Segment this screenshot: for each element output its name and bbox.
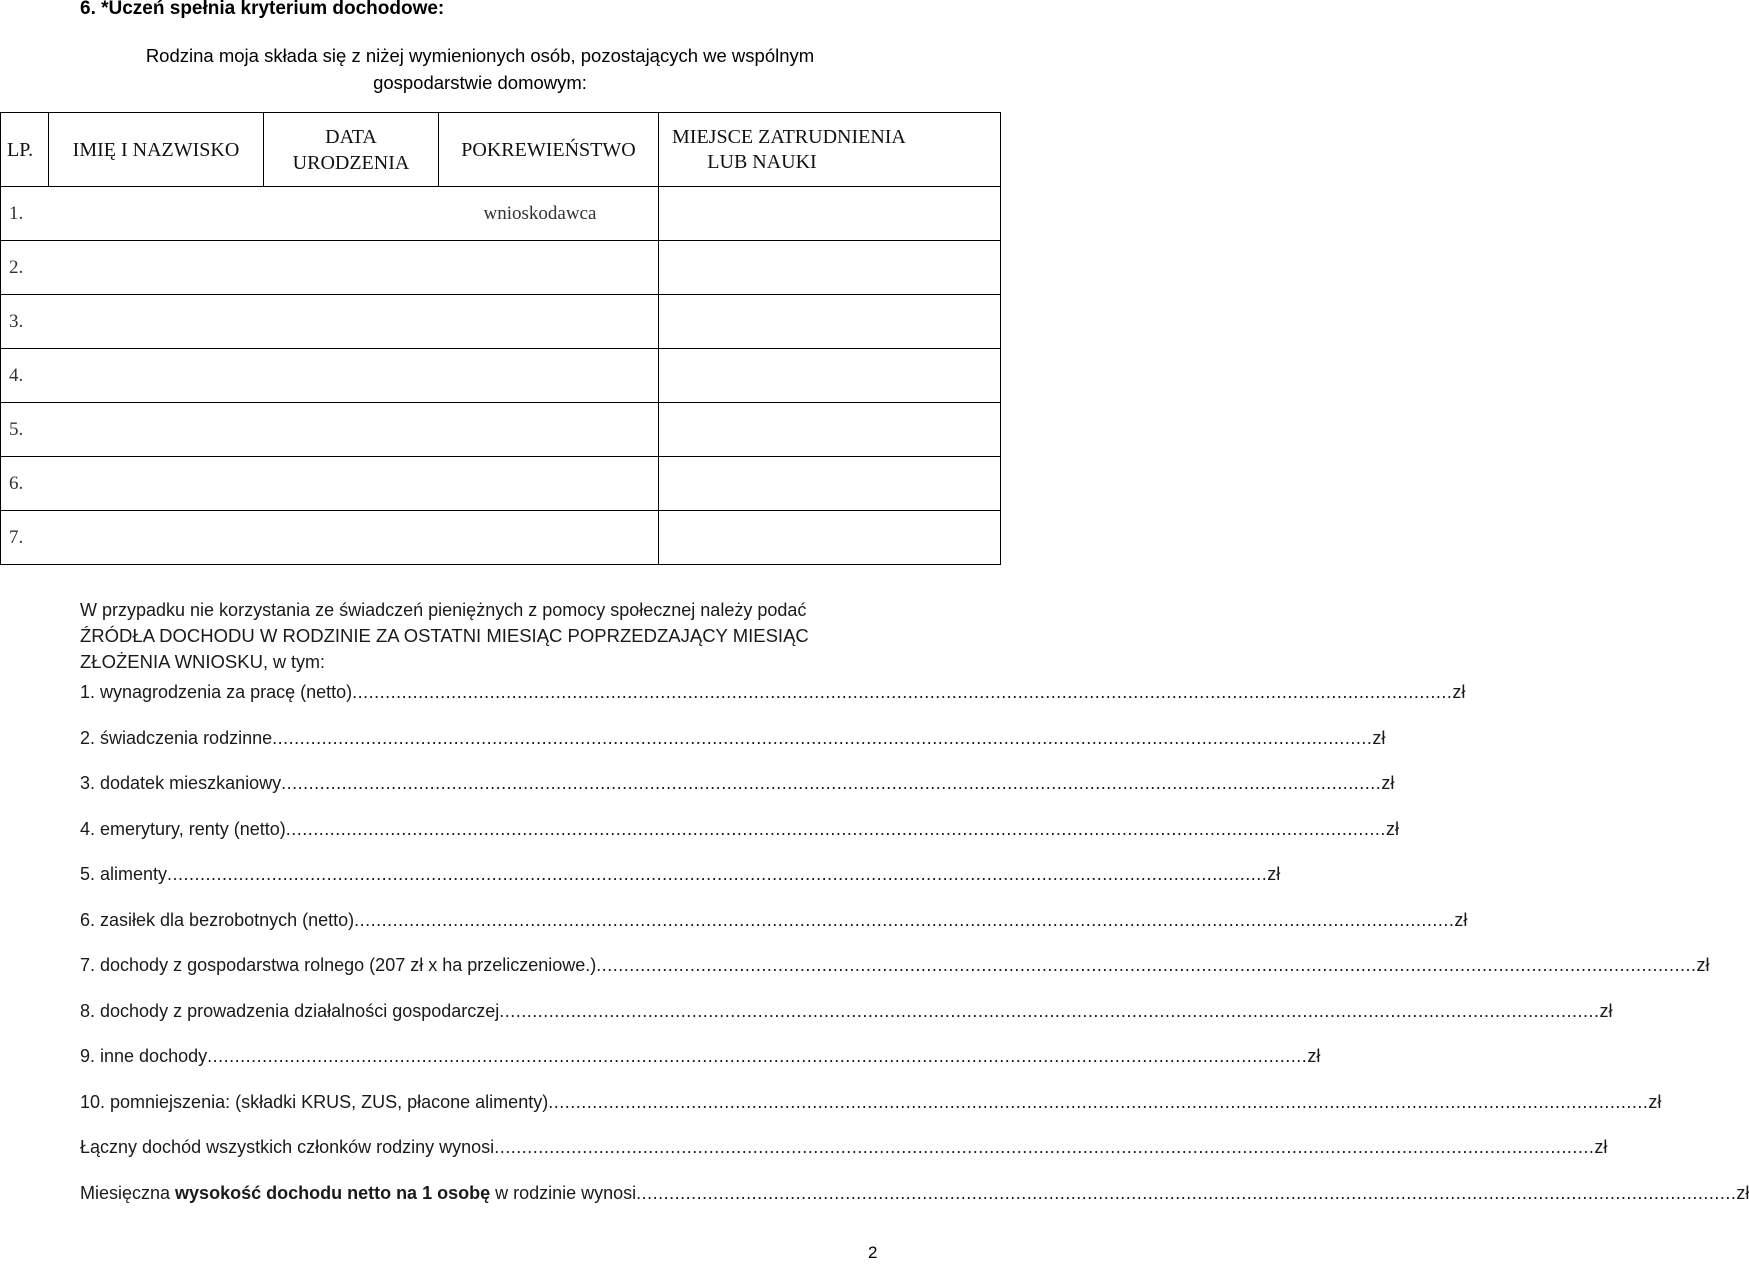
cell-lp: 7.	[1, 511, 49, 565]
cell-lp: 1.	[1, 187, 49, 241]
table-row	[1, 349, 1001, 403]
header-birth-line2: URODZENIA	[292, 151, 410, 174]
income-item-field[interactable]: ........................................................................................................................................................................................................	[167, 864, 1268, 884]
cell-workplace[interactable]	[659, 511, 1001, 565]
income-intro-tail: , w tym:	[262, 652, 325, 672]
cell-name[interactable]	[49, 295, 264, 349]
income-item-row	[80, 863, 1281, 885]
cell-name[interactable]	[49, 457, 264, 511]
income-item-label: 4. emerytury, renty (netto)	[80, 818, 286, 839]
cell-name[interactable]	[49, 187, 264, 241]
currency-label: zł	[1454, 909, 1468, 930]
family-members-table	[0, 112, 1001, 565]
income-item-field[interactable]: ........................................................................................................................................................................................................	[207, 1046, 1308, 1066]
cell-birth-date[interactable]	[264, 187, 439, 241]
income-per-person-row	[80, 1182, 1749, 1204]
currency-label: zł	[1696, 955, 1710, 975]
table-row	[1, 457, 1001, 511]
income-intro-text: W przypadku nie korzystania ze świadczeń pieniężnych z pomocy społecznej należy podać	[80, 600, 807, 620]
cell-workplace[interactable]	[659, 241, 1001, 295]
cell-relation[interactable]	[439, 457, 659, 511]
cell-relation[interactable]	[439, 295, 659, 349]
income-item-row	[80, 954, 1710, 976]
header-birth-line1: DATA	[325, 125, 377, 148]
cell-relation[interactable]	[439, 511, 659, 565]
income-item-label: 5. alimenty	[80, 864, 168, 884]
cell-relation[interactable]	[439, 241, 659, 295]
income-total-field[interactable]: ........................................................................................................................................................................................................	[494, 1137, 1595, 1157]
income-item-field[interactable]: ........................................................................................................................................................................................................	[352, 682, 1453, 702]
income-section	[80, 598, 1749, 1227]
cell-lp: 5.	[1, 403, 49, 457]
income-item-label: 2. świadczenia rodzinne	[80, 727, 273, 748]
per-person-suffix: w rodzinie wynosi	[490, 1182, 637, 1203]
income-total-label: Łączny dochód wszystkich członków rodziny wynosi	[80, 1137, 495, 1157]
currency-label: zł	[1372, 727, 1386, 748]
cell-birth-date[interactable]	[264, 457, 439, 511]
cell-relation[interactable]: wnioskodawca	[439, 187, 659, 241]
table-row	[1, 241, 1001, 295]
income-item-field[interactable]: ........................................................................................................................................................................................................	[596, 955, 1697, 975]
income-item-label: 8. dochody z prowadzenia działalności gospodarczej	[80, 1000, 500, 1021]
cell-name[interactable]	[49, 241, 264, 295]
cell-lp: 3.	[1, 295, 49, 349]
cell-lp: 6.	[1, 457, 49, 511]
cell-name[interactable]	[49, 403, 264, 457]
cell-lp: 2.	[1, 241, 49, 295]
income-item-row	[80, 1000, 1613, 1022]
income-item-row	[80, 681, 1466, 703]
cell-relation[interactable]	[439, 403, 659, 457]
page-number: 2	[868, 1243, 878, 1262]
income-item-field[interactable]: ........................................................................................................................................................................................................	[354, 909, 1455, 930]
income-intro	[80, 598, 880, 675]
income-item-row	[80, 909, 1468, 931]
income-item-field[interactable]: ........................................................................................................................................................................................................	[548, 1091, 1649, 1112]
cell-birth-date[interactable]	[264, 403, 439, 457]
currency-label: zł	[1452, 682, 1466, 702]
income-item-label: 9. inne dochody	[80, 1046, 208, 1066]
header-name: IMIĘ I NAZWISKO	[49, 113, 264, 187]
table-row	[1, 187, 1001, 241]
per-person-prefix: Miesięczna	[80, 1182, 176, 1203]
currency-label: zł	[1599, 1000, 1613, 1021]
per-person-bold: wysokość dochodu netto na 1 osobę	[175, 1182, 491, 1203]
income-item-field[interactable]: ........................................................................................................................................................................................................	[281, 773, 1382, 793]
income-item-row	[80, 727, 1386, 749]
income-item-row	[80, 772, 1395, 794]
income-item-row	[80, 818, 1399, 840]
cell-name[interactable]	[49, 511, 264, 565]
income-intro-caps: ŹRÓDŁA DOCHODU W RODZINIE ZA OSTATNI MIESIĄC POPRZEDZAJĄCY MIESIĄC ZŁOŻENIA WNIOSKU	[80, 625, 809, 672]
income-item-label: 10. pomniejszenia: (składki KRUS, ZUS, płacone alimenty)	[80, 1091, 549, 1112]
cell-birth-date[interactable]	[264, 241, 439, 295]
cell-workplace[interactable]	[659, 349, 1001, 403]
header-relation: POKREWIEŃSTWO	[439, 113, 659, 187]
currency-label: zł	[1267, 864, 1281, 884]
cell-workplace[interactable]	[659, 187, 1001, 241]
income-item-field[interactable]: ........................................................................................................................................................................................................	[285, 818, 1386, 839]
cell-birth-date[interactable]	[264, 511, 439, 565]
income-item-label: 6. zasiłek dla bezrobotnych (netto)	[80, 909, 355, 930]
currency-label: zł	[1594, 1137, 1608, 1157]
currency-label: zł	[1307, 1046, 1321, 1066]
cell-lp: 4.	[1, 349, 49, 403]
cell-relation[interactable]	[439, 349, 659, 403]
income-item-field[interactable]: ........................................................................................................................................................................................................	[272, 727, 1373, 748]
currency-label: zł	[1385, 818, 1399, 839]
header-birth-date	[264, 113, 439, 187]
income-items-list	[80, 681, 1710, 1113]
cell-workplace[interactable]	[659, 457, 1001, 511]
header-workplace	[659, 113, 1001, 187]
income-per-person-field[interactable]: ........................................................................................................................................................................................................	[636, 1182, 1737, 1203]
cell-workplace[interactable]	[659, 295, 1001, 349]
header-work-line2: LUB NAUKI	[707, 150, 817, 173]
income-item-label: 7. dochody z gospodarstwa rolnego (207 zł x ha przeliczeniowe.)	[80, 955, 597, 975]
income-per-person-label	[80, 1182, 636, 1204]
income-total-row	[80, 1136, 1608, 1158]
table-header-row	[1, 113, 1001, 187]
cell-birth-date[interactable]	[264, 295, 439, 349]
table-row	[1, 403, 1001, 457]
income-item-label: 3. dodatek mieszkaniowy	[80, 773, 282, 793]
cell-name[interactable]	[49, 349, 264, 403]
intro-text: Rodzina moja składa się z niżej wymienionych osób, pozostających we wspólnym gospodarstwie domowym:	[145, 45, 815, 93]
cell-birth-date[interactable]	[264, 349, 439, 403]
section-heading: 6. *Uczeń spełnia kryterium dochodowe:	[80, 0, 445, 19]
cell-workplace[interactable]	[659, 403, 1001, 457]
table-row	[1, 295, 1001, 349]
currency-label: zł	[1736, 1182, 1749, 1203]
header-work-line1: MIEJSCE ZATRUDNIENIA	[672, 125, 906, 148]
income-item-field[interactable]: ........................................................................................................................................................................................................	[499, 1000, 1600, 1021]
table-row	[1, 511, 1001, 565]
header-lp: LP.	[1, 113, 49, 187]
income-item-row	[80, 1091, 1662, 1113]
income-item-label: 1. wynagrodzenia za pracę (netto)	[80, 682, 353, 702]
income-item-row	[80, 1045, 1321, 1067]
currency-label: zł	[1648, 1091, 1662, 1112]
currency-label: zł	[1381, 773, 1395, 793]
